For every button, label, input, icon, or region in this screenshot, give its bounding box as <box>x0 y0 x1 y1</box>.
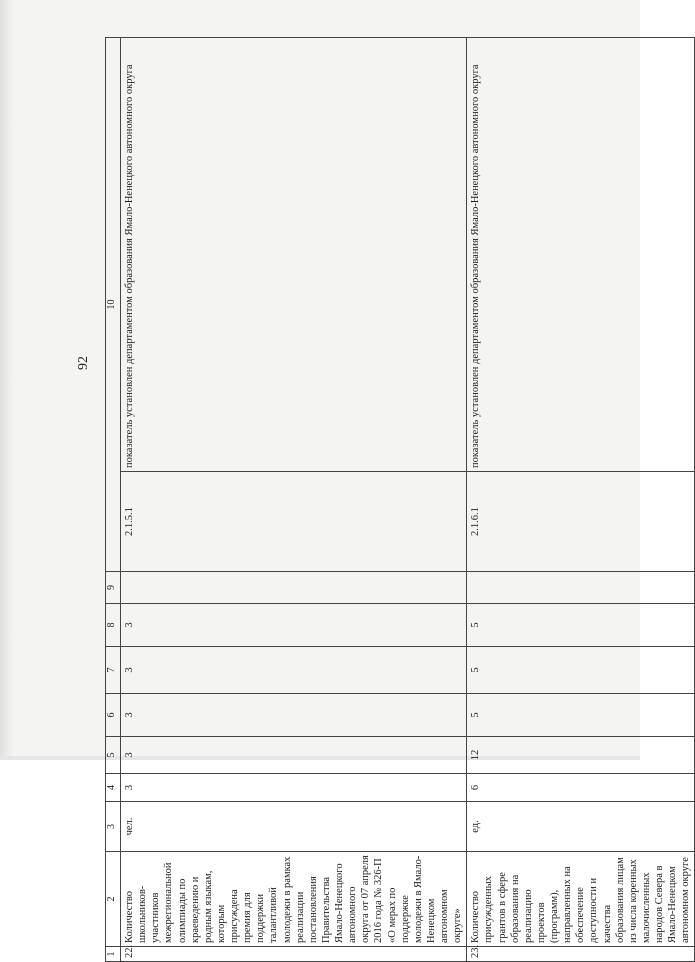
value-cell: 3 <box>121 737 467 774</box>
empty-cell <box>121 572 467 604</box>
indicator-name: Количество присужденных грантов в сфере образования на реализацию проектов (программ), направленных на обеспечение доступности и качества образования лицам из числа коренных малочисленных народов Севера в Ямало-Ненецком автономном округе <box>467 852 695 947</box>
header-cell: 8 <box>106 604 121 647</box>
value-cell: 5 <box>467 647 695 694</box>
indicator-table <box>105 37 695 962</box>
row-number: 22. <box>121 947 467 962</box>
value-cell: 5 <box>467 604 695 647</box>
note-cell: показатель установлен департаментом образования Ямало-Ненецкого автономного округа <box>121 38 467 472</box>
header-cell: 9 <box>106 572 121 604</box>
header-cell: 6 <box>106 694 121 737</box>
value-cell: 3 <box>121 604 467 647</box>
row-number: 23. <box>467 947 695 962</box>
code-cell: 2.1.5.1 <box>121 472 467 572</box>
table-row <box>467 38 695 962</box>
value-cell: 3 <box>121 774 467 802</box>
indicator-name: Количество школьников-участников межрегиональной олимпиады по краеведению и родным языкам, которым присуждена премия для поддержки талантливой молодежи в рамках реализации постановления Правительства Ямало-Ненецкого автономного округа от 07 апреля 2016 года № 326-П «О мерах по поддержке молодежи в Ямало-Ненецком автономном округе» <box>121 852 467 947</box>
value-cell: 3 <box>121 694 467 737</box>
unit-cell: ед. <box>467 802 695 852</box>
header-cell: 4 <box>106 774 121 802</box>
header-cell: 1 <box>106 947 121 962</box>
unit-cell: чел. <box>121 802 467 852</box>
rotated-table-container <box>105 37 692 962</box>
header-cell: 10 <box>106 38 121 572</box>
note-cell: показатель установлен департаментом образования Ямало-Ненецкого автономного округа <box>467 38 695 472</box>
header-cell: 7 <box>106 647 121 694</box>
empty-cell <box>467 572 695 604</box>
header-cell: 2 <box>106 852 121 947</box>
scan-shadow-edge <box>0 0 14 760</box>
value-cell: 5 <box>467 694 695 737</box>
header-row <box>106 38 121 962</box>
value-cell: 12 <box>467 737 695 774</box>
table-row <box>121 38 467 962</box>
value-cell: 6 <box>467 774 695 802</box>
header-cell: 3 <box>106 802 121 852</box>
code-cell: 2.1.6.1 <box>467 472 695 572</box>
value-cell: 3 <box>121 647 467 694</box>
page-number: 92 <box>76 356 91 370</box>
header-cell: 5 <box>106 737 121 774</box>
